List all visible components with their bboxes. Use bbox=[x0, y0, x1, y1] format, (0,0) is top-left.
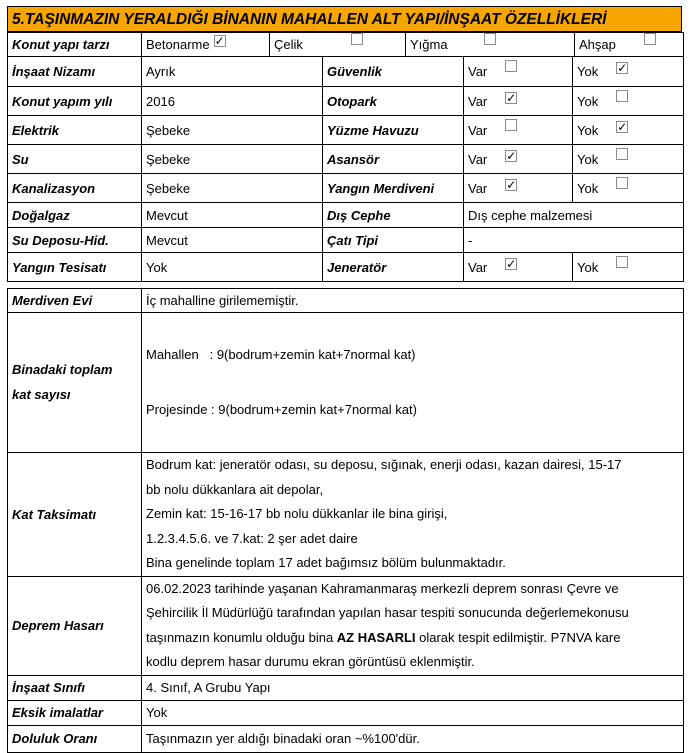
eksik-imalatlar-label: Eksik imalatlar bbox=[8, 700, 142, 725]
checkbox-jenerator-var[interactable]: ✓ bbox=[506, 256, 517, 271]
elektrik-label: Elektrik bbox=[8, 116, 142, 145]
konut-yapi-tarzi-row bbox=[8, 33, 684, 57]
jenerator-var[interactable]: Var ✓ bbox=[464, 253, 573, 282]
su-deposu-label: Su Deposu-Hid. bbox=[8, 228, 142, 253]
deprem-hasari-value: 06.02.2023 tarihinde yaşanan Kahramanmaraş merkezli deprem sonrası Çevre ve Şehircilik İl Müdürlüğü tarafından yapılan hasar tespiti sonucunda değerlemekonusu taşınmazın konumlu olduğu bina AZ HASARLI olarak tespit edilmiştir. P7NVA kare kodlu deprem hasar durumu ekran görüntüsü eklenmiştir. bbox=[142, 576, 684, 675]
checkbox-yigma[interactable] bbox=[484, 33, 496, 45]
eksik-imalatlar-value: Yok bbox=[142, 700, 684, 725]
checkbox-celik[interactable] bbox=[351, 33, 363, 45]
yangin-merdiveni-yok[interactable]: Yok bbox=[573, 174, 684, 203]
dogalgaz-value: Mevcut bbox=[142, 203, 323, 228]
option-ahsap[interactable]: Ahşap bbox=[575, 33, 684, 57]
insaat-sinifi-value: 4. Sınıf, A Grubu Yapı bbox=[142, 675, 684, 700]
row-elektrik bbox=[8, 116, 684, 145]
otopark-label: Otopark bbox=[323, 87, 464, 116]
option-yigma[interactable]: Yığma bbox=[406, 33, 575, 57]
yangin-merdiveni-label: Yangın Merdiveni bbox=[323, 174, 464, 203]
guvenlik-var[interactable]: Var bbox=[464, 57, 573, 87]
checkbox-otopark-var[interactable]: ✓ bbox=[506, 90, 517, 105]
doluluk-orani-value: Taşınmazın yer aldığı binadaki oran ~%100'dür. bbox=[142, 725, 684, 752]
su-value: Şebeke bbox=[142, 145, 323, 174]
kat-taksimati-label: Kat Taksimatı bbox=[8, 453, 142, 577]
section-title: 5.TAŞINMAZIN YERALDIĞI BİNANIN MAHALLEN ALT YAPI/İNŞAAT ÖZELLİKLERİ bbox=[7, 6, 682, 32]
row-su-deposu bbox=[8, 228, 684, 253]
row-kat-taksimati bbox=[8, 453, 684, 577]
cati-tipi-value: - bbox=[464, 228, 684, 253]
konut-yapim-yili-label: Konut yapım yılı bbox=[8, 87, 142, 116]
deprem-hasari-label: Deprem Hasarı bbox=[8, 576, 142, 675]
asansor-var[interactable]: Var ✓ bbox=[464, 145, 573, 174]
doluluk-orani-label: Doluluk Oranı bbox=[8, 725, 142, 752]
row-deprem-hasari bbox=[8, 576, 684, 675]
merdiven-evi-value: İç mahalline girilememiştir. bbox=[142, 289, 684, 313]
checkbox-guvenlik-var[interactable] bbox=[505, 60, 517, 72]
kat-taksimati-value: Bodrum kat: jeneratör odası, su deposu, sığınak, enerji odası, kazan dairesi, 15-17 bb nolu dükkanlara ait depolar, Zemin kat: 15-16-17 bb nolu dükkanlar ile bina girişi, 1.2.3.4.5.6. ve 7.kat: 2 şer adet daire Bina genelinde toplam 17 adet bağımsız bölüm bulunmaktadır. bbox=[142, 453, 684, 577]
row-eksik-imalatlar bbox=[8, 700, 684, 725]
dis-cephe-label: Dış Cephe bbox=[323, 203, 464, 228]
asansor-yok[interactable]: Yok bbox=[573, 145, 684, 174]
guvenlik-yok[interactable]: Yok ✓ bbox=[573, 57, 684, 87]
row-su bbox=[8, 145, 684, 174]
checkbox-yangin-merdiveni-var[interactable]: ✓ bbox=[506, 177, 517, 192]
insaat-sinifi-label: İnşaat Sınıfı bbox=[8, 675, 142, 700]
otopark-yok[interactable]: Yok bbox=[573, 87, 684, 116]
option-betonarme[interactable]: Betonarme ✓ bbox=[142, 33, 270, 57]
row-kanalizasyon bbox=[8, 174, 684, 203]
property-details-section bbox=[7, 6, 684, 746]
jenerator-yok[interactable]: Yok bbox=[573, 253, 684, 282]
checkbox-jenerator-yok[interactable] bbox=[616, 256, 628, 268]
asansor-label: Asansör bbox=[323, 145, 464, 174]
checkbox-asansor-yok[interactable] bbox=[616, 148, 628, 160]
row-insaat-sinifi bbox=[8, 675, 684, 700]
konut-yapi-tarzi-label: Konut yapı tarzı bbox=[8, 33, 142, 57]
checkbox-yuzme-havuzu-yok[interactable]: ✓ bbox=[617, 119, 628, 134]
cati-tipi-label: Çatı Tipi bbox=[323, 228, 464, 253]
option-celik[interactable]: Çelik bbox=[270, 33, 406, 57]
row-konut-yapim-yili bbox=[8, 87, 684, 116]
checkbox-guvenlik-yok[interactable]: ✓ bbox=[617, 61, 628, 75]
jenerator-label: Jeneratör bbox=[323, 253, 464, 282]
checkbox-ahsap[interactable] bbox=[644, 33, 656, 45]
insaat-nizami-value: Ayrık bbox=[142, 57, 323, 87]
checkbox-betonarme[interactable]: ✓ bbox=[214, 34, 225, 48]
row-yangin-tesisati bbox=[8, 253, 684, 282]
row-merdiven-evi bbox=[8, 289, 684, 313]
checkbox-asansor-var[interactable]: ✓ bbox=[506, 148, 517, 163]
yuzme-havuzu-var[interactable]: Var bbox=[464, 116, 573, 145]
row-insaat-nizami bbox=[8, 57, 684, 87]
lower-details-table bbox=[7, 288, 684, 753]
guvenlik-label: Güvenlik bbox=[323, 57, 464, 87]
row-kat-sayisi bbox=[8, 313, 684, 453]
konut-yapim-yili-value: 2016 bbox=[142, 87, 323, 116]
insaat-nizami-label: İnşaat Nizamı bbox=[8, 57, 142, 87]
checkbox-yangin-merdiveni-yok[interactable] bbox=[616, 177, 628, 189]
features-grid bbox=[7, 56, 684, 282]
kanalizasyon-value: Şebeke bbox=[142, 174, 323, 203]
row-doluluk-orani bbox=[8, 725, 684, 752]
damage-status: AZ HASARLI bbox=[336, 629, 416, 645]
su-label: Su bbox=[8, 145, 142, 174]
yuzme-havuzu-label: Yüzme Havuzu bbox=[323, 116, 464, 145]
row-dogalgaz bbox=[8, 203, 684, 228]
dogalgaz-label: Doğalgaz bbox=[8, 203, 142, 228]
kat-sayisi-value: Mahallen : 9(bodrum+zemin kat+7normal kat) Projesinde : 9(bodrum+zemin kat+7normal kat) bbox=[142, 313, 684, 453]
otopark-var[interactable]: Var ✓ bbox=[464, 87, 573, 116]
kat-sayisi-label: Binadaki toplam kat sayısı bbox=[8, 313, 142, 453]
merdiven-evi-label: Merdiven Evi bbox=[8, 289, 142, 313]
yuzme-havuzu-yok[interactable]: Yok ✓ bbox=[573, 116, 684, 145]
checkbox-otopark-yok[interactable] bbox=[616, 90, 628, 102]
yangin-tesisati-label: Yangın Tesisatı bbox=[8, 253, 142, 282]
su-deposu-value: Mevcut bbox=[142, 228, 323, 253]
yangin-tesisati-value: Yok bbox=[142, 253, 323, 282]
kanalizasyon-label: Kanalizasyon bbox=[8, 174, 142, 203]
dis-cephe-value: Dış cephe malzemesi bbox=[464, 203, 684, 228]
elektrik-value: Şebeke bbox=[142, 116, 323, 145]
yangin-merdiveni-var[interactable]: Var ✓ bbox=[464, 174, 573, 203]
checkbox-yuzme-havuzu-var[interactable] bbox=[505, 119, 517, 131]
building-features-table bbox=[7, 32, 684, 57]
